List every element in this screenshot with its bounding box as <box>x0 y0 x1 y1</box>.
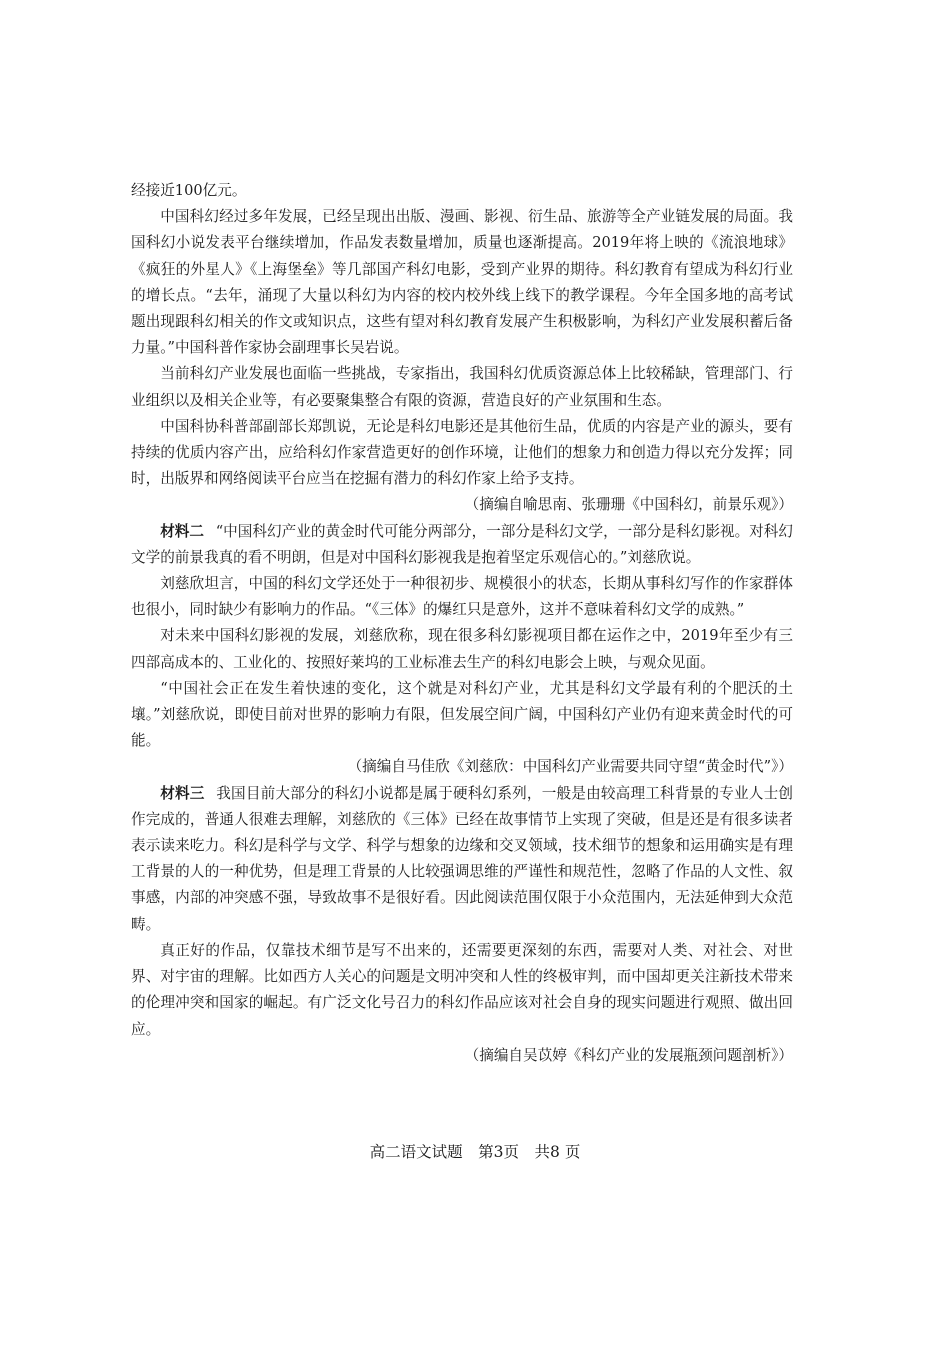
part2-title: 材料二 <box>160 522 205 540</box>
part1-paragraph-2: 当前科幻产业发展也面临一些挑战，专家指出，我国科幻优质资源总体上比较稀缺，管理部门、行业组织以及相关企业等，有必要聚集整合有限的资源，营造良好的产业氛围和生态。 <box>131 365 793 409</box>
opening-line: 经接近100亿元。 <box>131 182 247 199</box>
page-footer: 高二语文试题 第3页 共8 页 <box>369 1143 581 1161</box>
document-body <box>131 178 793 1069</box>
part3-source: （摘编自吴苡婷《科幻产业的发展瓶颈问题剖析》） <box>464 1046 793 1064</box>
part1-source: （摘编自喻思南、张珊珊《中国科幻，前景乐观》） <box>464 496 793 514</box>
part2-paragraph-1: 刘慈欣坦言，中国的科幻文学还处于一种很初步、规模很小的状态，长期从事科幻写作的作家群体也很小，同时缺少有影响力的作品。“《三体》的爆红只是意外，这并不意味着科幻文学的成熟。” <box>131 575 793 619</box>
part3-first-paragraph <box>131 781 793 938</box>
part2-paragraph-3: “中国社会正在发生着快速的变化，这个就是对科幻产业，尤其是科幻文学最有利的个肥沃的土壤。”刘慈欣说，即使目前对世界的影响力有限，但发展空间广阔，中国科幻产业仍有迎来黄金时代的可能。 <box>131 679 793 750</box>
part2-source: （摘编自马佳欣《刘慈欣：中国科幻产业需要共同守望“黄金时代”》） <box>347 758 793 776</box>
part2-paragraph-2: 对未来中国科幻影视的发展，刘慈欣称，现在很多科幻影视项目都在运作之中，2019年至少有三四部高成本的、工业化的、按照好莱坞的工业标准去生产的科幻电影会上映，与观众见面。 <box>131 627 793 671</box>
part1-paragraph-3: 中国科协科普部副部长郑凯说，无论是科幻电影还是其他衍生品，优质的内容是产业的源头，要有持续的优质内容产出，应给科幻作家营造更好的创作环境，让他们的想象力和创造力得以充分发挥；同时，出版界和网络阅读平台应当在挖掘有潜力的科幻作家上给予支持。 <box>131 417 793 488</box>
part2-first-text: “中国科幻产业的黄金时代可能分两部分，一部分是科幻文学，一部分是科幻影视。对科幻文学的前景我真的看不明朗，但是对中国科幻影视我是抱着坚定乐观信心的。”刘慈欣说。 <box>131 522 793 566</box>
part3-paragraph-1: 真正好的作品，仅靠技术细节是写不出来的，还需要更深刻的东西，需要对人类、对社会、对世界、对宇宙的理解。比如西方人关心的问题是文明冲突和人性的终极审判，而中国却更关注新技术带来的伦理冲突和国家的崛起。有广泛文化号召力的科幻作品应该对社会自身的现实问题进行观照、做出回应。 <box>131 941 793 1038</box>
part2-first-paragraph <box>131 519 793 571</box>
part1-paragraph-1: 中国科幻经过多年发展，已经呈现出出版、漫画、影视、衍生品、旅游等全产业链发展的局面。我国科幻小说发表平台继续增加，作品发表数量增加，质量也逐渐提高。2019年将上映的《流浪地球》《疯狂的外星人》《上海堡垒》等几部国产科幻电影，受到产业界的期待。科幻教育有望成为科幻行业的增长点。“去年，涌现了大量以科幻为内容的校内校外线上线下的教学课程。今年全国多地的高考试题出现跟科幻相关的作文或知识点，这些有望对科幻教育发展产生积极影响，为科幻产业发展积蓄后备力量。”中国科普作家协会副理事长吴岩说。 <box>131 208 793 357</box>
part3-first-text: 我国目前大部分的科幻小说都是属于硬科幻系列，一般是由较高理工科背景的专业人士创作完成的，普通人很难去理解，刘慈欣的《三体》已经在故事情节上实现了突破，但是还是有很多读者表示读来吃力。科幻是科学与文学、科学与想象的边缘和交叉领域，技术细节的想象和运用确实是有理工背景的人的一种优势，但是理工背景的人比较强调思维的严谨性和规范性，忽略了作品的人文性、叙事感，内部的冲突感不强，导致故事不是很好看。因此阅读范围仅限于小众范围内，无法延伸到大众范畴。 <box>131 784 793 933</box>
part3-title: 材料三 <box>160 784 205 802</box>
